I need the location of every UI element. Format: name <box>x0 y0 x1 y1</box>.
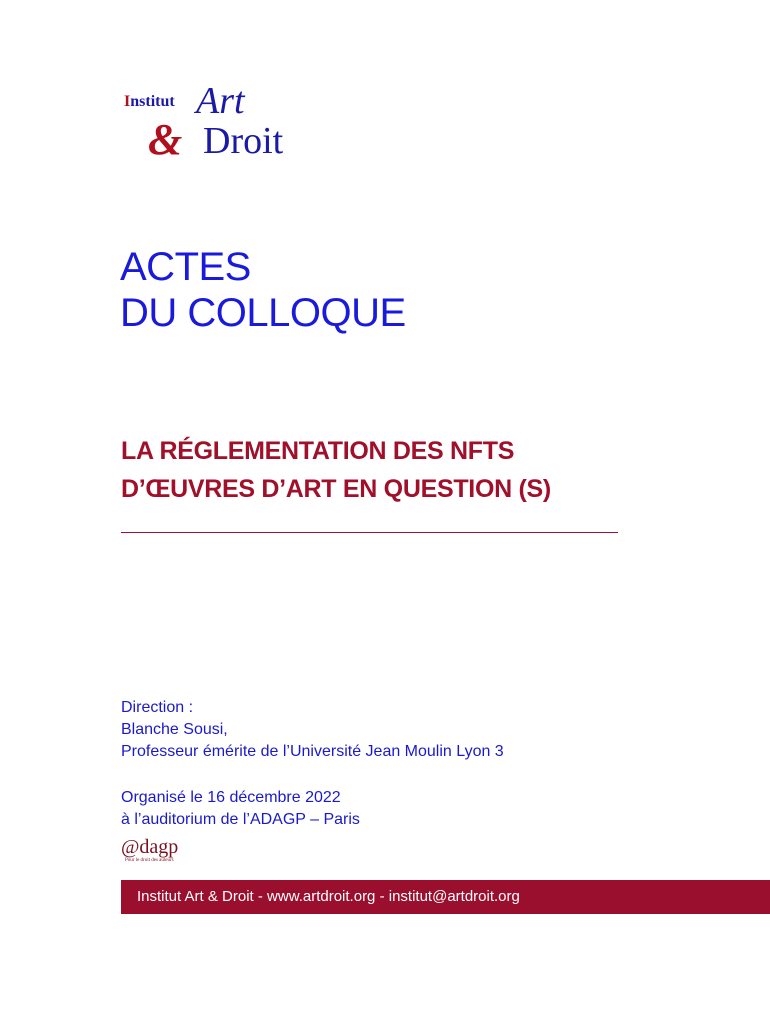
footer-bar <box>121 880 770 914</box>
title-line-1: ACTES <box>120 245 251 289</box>
document-subtitle <box>121 432 681 508</box>
event-block <box>121 787 360 831</box>
event-place: à l’auditorium de l’ADAGP – Paris <box>121 811 360 828</box>
document-title <box>120 244 406 336</box>
adagp-tagline: Pour le droit des auteurs <box>125 858 174 863</box>
title-line-2: DU COLLOQUE <box>120 291 406 335</box>
adagp-mark: @dagp <box>121 836 179 858</box>
event-date: Organisé le 16 décembre 2022 <box>121 789 341 806</box>
logo-droit-text: Droit <box>203 120 284 162</box>
logo-institut-text: Institut <box>124 93 175 110</box>
footer-text: Institut Art & Droit - www.artdroit.org - institut@artdroit.org <box>137 888 520 905</box>
divider-rule <box>121 532 618 533</box>
subtitle-line-2: D’ŒUVRES D’ART EN QUESTION (S) <box>121 475 551 503</box>
institut-art-droit-logo <box>120 80 330 164</box>
direction-block <box>121 697 504 763</box>
director-role: Professeur émérite de l’Université Jean Moulin Lyon 3 <box>121 743 504 760</box>
director-name: Blanche Sousi, <box>121 721 228 738</box>
subtitle-line-1: LA RÉGLEMENTATION DES NFTS <box>121 437 515 465</box>
direction-label: Direction : <box>121 699 194 716</box>
logo-ampersand: & <box>148 115 183 164</box>
logo-art-text: Art <box>196 80 245 122</box>
adagp-logo <box>121 836 241 864</box>
